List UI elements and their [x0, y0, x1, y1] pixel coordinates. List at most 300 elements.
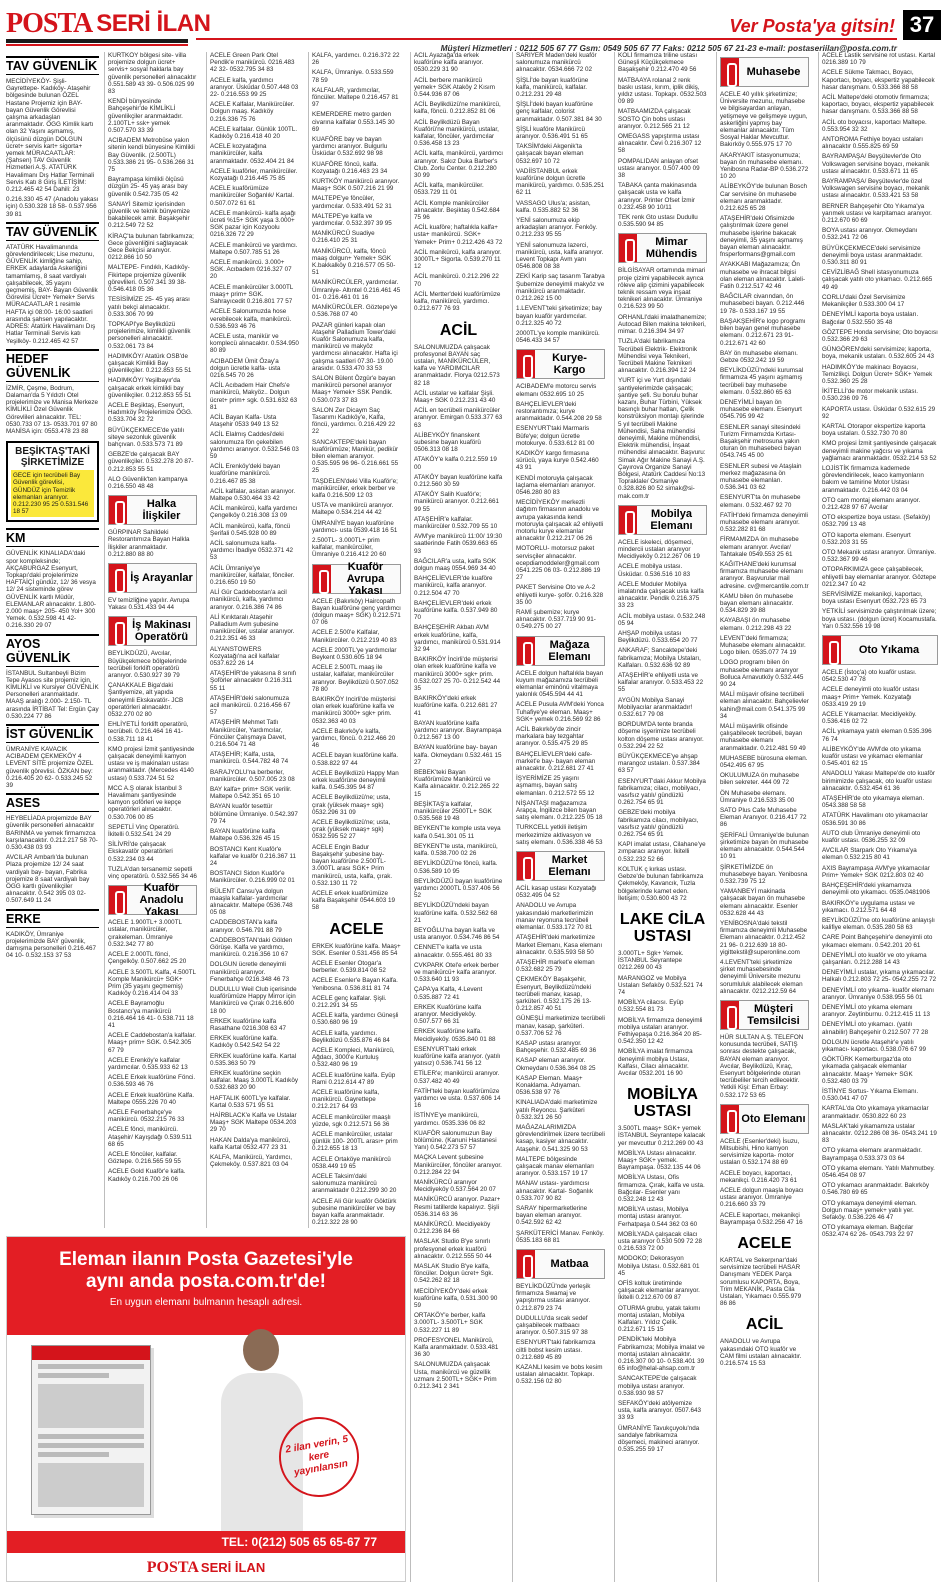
classified-ad: MECİDİYEKÖY'deki erkek kuaförüne kalfa, 0.531.300 90 59 — [414, 1287, 498, 1310]
classified-ad: GEBZE'deki mobilya fabrikamıza cilacı, mobilyacı, vasıfsız yatılı/ gündüzlü 0.262.754 65 91 — [618, 809, 699, 839]
classified-ad: YURT içi ve Yurt dışındaki şantiyelerimizde çalışacak; şantiye şefi. Su borulu buhar kazanı, Buhar Türbini, Yüksek basınçlı buhar hatları, Çelik konstrüksiyon montajı işlerinde 5 yıl tecrübeli Makine Mühendisi, Saha mühendisi deneyimli, Makine mühendisi, Elektrik mühendisi, İnşaat mühendisi alınacaktır. Başvuru: Simak Ağır Makine Sanayi A.Ş. Çayırova Organize Sanayi Bölgesi, Atatürk Caddesi No:13 Topraklale/ Osmaniye 0.328.826 80 52 simak@si-mak.com.tr — [618, 377, 706, 500]
classified-ad: ERKEK kuaförüne kalfa. Maaş+ SGK. Esenler 0.531.456 85 54 — [312, 942, 401, 957]
classified-ad: BEBEK'teki Bayan Kuaförümüze Manikürcü ve Kalfa alınacaktır. 0.212.265 22 15 — [414, 769, 500, 798]
classified-ad: OTURMA grubu, yatak takımı montaj ustaları, Mobilya Kalfaları. Yıldız Çelik. 0.212.671 15 15 — [618, 1304, 701, 1334]
classified-ad: İZMİR, Çeşme, Bodrum, Dalaman'da 5 Yıldızlı Otel projelerimize ve Manisa Merkeze KİMLİKLİ Özel Güvenlik Görevlileri alınacaktır. TEL: 0530.733 07 13- 0533.701 97 80 MANİSA için: 0553.478 23 88 — [6, 384, 99, 435]
classified-ad: PROFESYONEL Manikürcü, Kalfa aranmaktadır. 0.533.481 36 30 — [414, 1336, 499, 1359]
classified-ad: ACELE 2.000TL fönci, Çengelköy. 0.507.662 25 20 — [108, 951, 187, 966]
classified-ad: OTO yıkamaya eleman. Bağcılar 0532.474 62 26- 0543.793 22 97 — [822, 1224, 914, 1239]
classified-ad: KINALIADA'daki marketimize yatılı Reyoncu. Şarküteri 0.532.321 26 50 — [516, 1099, 598, 1121]
classified-ad: DOLGUN ücretle deneyimli manikürcü aranıyor. Fenerbahçe 0216.348 46 73 — [210, 961, 290, 983]
classified-ad: MOTORLU- motorsuz paket servisçiler alınacaktır. ecepdiamoddeler@gmail.com 0541.225 06 03- 0.212.886 19 27 — [516, 545, 601, 582]
classified-ad: TUZLA'daki fabrikamıza Tecrübeli Elektrik- Elektronik Mühendisi veya Teknikeri, Tecrübeli Makine Teknikeri alınacaktır. 0.216.394 12 24 — [618, 338, 698, 375]
category-title: Kuaför Avrupa Yakası — [346, 560, 385, 597]
column-3 — [206, 52, 302, 1228]
classified-ad: ATAKÖY Salih Kuaför'e; manikürcü aranıyor. 0.212.661 99 55 — [414, 491, 500, 513]
classified-ad: MANAV ustası- yardımcısı alınacaktır. Kartal- Soğanlık 0.533.707 90 82 — [516, 1180, 594, 1202]
classified-ad: SARIYER Maden'deki kuaför salonumuza manikürcü alınacaktır. 0534.666 72 02 — [516, 52, 597, 74]
classified-ad: ACELE kalfa, yardımcı. Beylikdüzü 0.535.876 46 84 — [312, 1029, 390, 1044]
section-heading: AYOS GÜVENLİK — [6, 634, 99, 667]
classified-ad: ACELE 2.500TL maaş ile ustalar, kalfalar, manikürcüler aranıyor. Beylikdüzü 0.507.052 78 80 — [312, 664, 399, 693]
promo-headline-2: aynı anda posta.com.tr'de! — [86, 1271, 326, 1292]
category-title: İş Makinası Operatörü — [132, 619, 191, 644]
classified-ad: ŞERİFALİ Ümraniye'de bulunan şirketimize bayan ön muhasebe elemanı alınacaktır. 0.544.544 10 91 — [720, 831, 809, 861]
classified-ad: ACİL oto boyacısı, kaportacı Maltepe. 0.553.954 32 32 — [822, 118, 927, 133]
section-heading: ACELE — [329, 920, 384, 938]
category-marker-icon — [109, 564, 127, 592]
classified-ad: CORLU'daki Özel Servisimize Mekanikçiler 0.533.300 04 17 — [822, 293, 906, 309]
classified-ad: ESENLER sanayi sitesindeki Turizm Firmamızda Kırtası- Başakşehir metrosuna yakın oturan ön muhasebeci bayan 0543.745 45 00 — [720, 423, 802, 460]
classified-ad: PAZAR günleri kapalı olan Ataşehir Palladium Tower'daki Kuaför Salonumuza kalfa, manikürcü ve makyöz yardımcısı alınacaktır. Hafta içi çalışma saatleri 07.30- 19.00 arasıdır. 0.533.470 33 53 — [312, 321, 398, 372]
classified-ad: 0.216.330 45 47 (Anadolu yakası için) 0.530.328 18 58- 0.537.956 39 81 — [6, 196, 99, 218]
classified-ad: 3.000TL+ Sgk+ Yemek. İSTANBUL Seyrantepe 0212.269 00 43 — [618, 949, 684, 972]
classified-ad: DENEYİMLİ oto yıkama elemanı aranıyor. Zeytinburnu. 0.212.415 11 13 — [822, 1003, 931, 1019]
classified-ad: ALİBEYKÖY'de AVM'de oto yıkama kuaför ustası ve yıkamacı elemanlar 0.545.401 62 15 — [822, 745, 923, 768]
page-header — [6, 8, 941, 53]
category-marker-icon — [721, 1001, 739, 1029]
classified-ad: ACELE mobilya ustası. Üsküdar. 0.536.516 10 83 — [618, 563, 691, 578]
classified-ad: ÇEKMEKÖY Başakşehir, Esenyurt, Beylikdüzü'ndeki tecrübeli manav, kasap, şarküteri. 0.532.175 26 13- 0.212.857 40 51 — [516, 976, 592, 1013]
classified-ad: KAPI imalat ustası, Cilahane'ye zımparacı aranıyor. İkitelli 0.532.232 52 66 — [618, 841, 706, 863]
classified-ad: BAYRAMPAŞA/ Beyşütevler'de Oto Volkswagen servisine boyacı, mekanik ustası alınacaktır. 0.533.671 11 65 — [822, 153, 930, 175]
classified-ad: BOYA ustası aranıyor. Okmeydanı 0.532.241 72 06 — [822, 227, 918, 242]
classified-ad: ACELE 40 yıllık şirketimize; Üniversite mezunu, muhasebe ve bilgisayardan anlayan, yetişmeye ve gelişmeye uygun, askerliğini yapmış bay elemanlar alınacaktır. Tüm Sosyal Haklar Mevcuttur. Bakırköy 0.555.975 17 70 — [720, 91, 808, 149]
classified-ad: ERKEK kuaförüne kalfa Rasathane 0216.308 63 47 — [210, 1017, 286, 1032]
classified-ad: ATAŞEHİR'deki marketimize Market Elemanı, Kasa elemanı alınacaktır. 0.535.593 58 50 — [516, 934, 603, 956]
category-marker-icon — [619, 234, 637, 262]
classified-ad: ACELE iskeleci, döşemeci, mindercii ustaları aranıyor Mecidiyeköy 0.212.267 06 19 — [618, 538, 700, 561]
classified-ad: ACELE kalfa, yardımcı Güneşli 0.530.680 96 19 — [312, 1012, 399, 1027]
classified-ad: ORHANLI'daki imalathanemize; Autocad Bilen makina teknikeri, mimar. 0.216.394 34 97 — [618, 313, 707, 336]
classified-ad: ACIBADEM Metrobüse yakın sitenin kendi bünyesine Kimlikli Bay Güvenlik. (2.500TL) 0.533.386 21 95- 0.536.266 31 75 — [108, 137, 195, 174]
classified-ad: OTO yıkama elemanı aranmaktadır. Bayrampaşa 0.533.373 03 64 — [822, 1147, 922, 1162]
classified-ad: DENEYİMLİ ustalar, yıkama yıkamacılar. Halkalı 0.212.803 72 25- 0542.255 72 72 — [822, 969, 937, 984]
promo-phone: TEL: 0(212) 505 65 65-67 77 — [7, 1531, 405, 1553]
classified-ad: MANİKÜRCÜLER, yardımcılar. Ümraniye- Altıntel 0.216.461 45 01- 0.216.461 01 16 — [312, 279, 401, 301]
classified-ad: ÇAPA'ya Kalfa, 4.Levent 0.535.887 72 41 — [414, 986, 483, 1001]
classified-ad: BAYAN kuaförüne kalfa Maltepe 0.536.326 45 15 — [210, 828, 280, 843]
classified-ad: ACIBADEM'e motorcu servis elemanı 0532.695 10 25 — [516, 383, 597, 398]
classified-ad: ATAŞEHİR'e kalfalar. manikürcüler 0.532.709 55 10 — [414, 515, 498, 530]
category-header — [108, 616, 197, 646]
classified-ad: MANİKÜRCÜ. Mecidiyeköy 0.212.236 84 66 — [414, 1221, 491, 1236]
section-heading: ACELE — [737, 1235, 792, 1253]
classified-ad: ÇANAKKALE Biga'daki Şantiyemize, alt yapıda deneyimli Ekskavatör- JCB operatörleri alınacaktır. 0532.270 02 80 — [108, 682, 184, 719]
classified-ad: ACELE Engin Badur Başakşehir şubesine bay- bayan kuaförüne 2.500TL- 3.000TL arası SGK+ Prim manikürcü, usta, kalfa, çırak. 0.532.130 11 72 — [312, 843, 393, 887]
classified-ad: İSTANBUL Sultanbeyli Bizim Tepe Ayasos site projemiz için, KİMLİKLİ ve Kursiyer GÜVENLİK Personelleri aranmaktadır. MAAŞ aralığı 2.000- 2.150- TL arasında İRTİBAT Tel: Ergün Çay 0.530.224 77 86 — [6, 669, 99, 720]
classified-ad: MALTEPE- Fındıklı, Kadıköy- Fikirtepe projemize güvenlik görevlileri. 0.507.341 39 38- 0.546.418 05 36 — [108, 264, 190, 294]
classified-ad: ACELE kuaförümüze manikürcüler Soğanlık/ Kartal. 0.507.072 61 61 — [210, 185, 294, 207]
classified-ad: YENİ salonumuza lazerci, manikürcü, usta, kalfa aranıyor. Levent Topkapı Avm yanı 0546.808 08 38 — [516, 241, 604, 271]
classified-ad: BOSTANCI Kent Kuaför'e kalfalar ve kuaför 0.216.367 11 24 — [210, 845, 296, 867]
classified-ad: KENDİ bünyesinde Bahçeşehir'de KİMLİKLİ güvenlikçiler aranmaktadır. 2.100TL+ ssk+ yemek 0.507.570 33 39 — [108, 98, 183, 135]
classified-ad: BAHÇEŞEHİR'deki yıkamamıza deneyimli oto yıkamacı. 0535.0481906 — [822, 882, 930, 897]
classified-ad: KURTKÖY manikürcü aranıyor. Maaş+ SGK 0.507.216 21 99 — [312, 178, 400, 193]
classified-ad: CENNET'e kalfa ve usta alınacaktır. 0.555.461 80 33 — [414, 944, 492, 959]
classified-ad: ACELE manikürcü. 3.000+ SGK. Acıbadem 0216.327 07 20 — [210, 259, 292, 281]
classified-ad: VASSAGO Ulus'a; asistan, kalfa. 0.535.882 52 36 — [516, 199, 591, 214]
classified-ad: OTO yıkamacı aranmaktadır. Bakırköy 0.546.780 69 65 — [822, 1182, 929, 1197]
classified-ad: BAŞAKŞEHİR'e logo programı bilen bayan genel muhasebe elemanı. 0.212.671 23 91- 0.212.671 42 60 — [720, 317, 806, 347]
classified-ad: ACELE Bakırköy'e kalfa, yardımcı, föncü. 0.212.466 20 46 — [312, 727, 396, 750]
column-1 — [6, 52, 102, 1228]
classified-ad: KOLİ firmamıza triline ustası Güneşli Küçükçekmece Başakşehir 0.212.470 49 56 — [618, 52, 698, 74]
classified-ad: GÜNGÖREN'deki servisimize; kaporta, boya, mekanik ustaları. 0.532.605 24 43 — [822, 346, 935, 361]
classified-ad: KARTAL Otorapor ekspertize kaporta boya ustaları. 0.532.730 70 80 — [822, 422, 926, 438]
classified-ad: MOBİLYA firmamıza deneyimli mobilya ustaları aranıyor. Fethiyepaşa 0.216.364 20 85- 0.542.350 12 42 — [618, 1016, 703, 1046]
classified-ad: BAĞCILAR civarından, ön muhasebeci bayan. 0.212.446 19 78- 0.533.167 19 55 — [720, 293, 805, 315]
classified-ad: KALFA, Manikürcü, Yardımcı, Çekmeköy. 0.537.821 03 04 — [210, 1154, 293, 1169]
classified-ad: ACELE manikürcüler maaşlı yüzde, sgk 0.212.571 56 36 — [312, 1113, 391, 1128]
classified-ad: ALİ Gür Caddebostan'a acil manikürcü, kalfa, yardımcı aranıyor. 0.216.386 74 86 — [210, 589, 287, 611]
classified-ad: OFİS koltuk üretiminde çalışacak elemanlar aranıyor. İkitelli 0.212.670 09 87 — [618, 1280, 700, 1302]
category-title: Kurye-Kargo — [552, 352, 587, 377]
classified-ad: MOBİLYA imalat firmamıza deneyimli mobilya Ustası, Kalfası, Cilacı alınacaktır. Avcılar 0532.201 16 90 — [618, 1048, 693, 1077]
classified-ad: CVKPARK Otel'e erkek berber ve manikürcü+ kalfa aranıyor. 0.533.640 11 93 — [414, 961, 499, 984]
classified-ad: BÜYÜKÇEKMECE'deki servisimize deneyimli boya ustası aranmaktadır. 0.530.311 80 91 — [822, 244, 923, 267]
classified-ad: FATİH'deki firmamıza deneyimli muhasebe elemanı aranıyor. 0.532.282 81 68 — [720, 511, 808, 534]
classified-ad: MALİ müşavir ofisine tecrübeli eleman alınacaktır. Bahçelievler kahin@mail.com 0.541.375 99 34 — [720, 691, 809, 720]
classified-ad: ACİL manikürcü. 0.212.296 22 70 — [414, 273, 499, 288]
classified-ad: BAYAN kuaförüne bay- bayan kalfa. Okmeydanı 0.532.461 15 27 — [414, 744, 502, 766]
classified-ad: SALON Zer Dicaym Saç Tasarımı Kadıköy'e, Kalfa, föncü, yardımcı. 0.216.429 22 22 — [312, 406, 396, 436]
classified-ad: ACELE Ali Gür kuaför Göktürk şubesine manikürcüler ve bay bayan kalfa aranmaktadır. 0.212.322 28 90 — [312, 1197, 397, 1227]
classified-ad: ACİL kalfalar, asistan aranıyor. Maltepe 0.530.464 33 42 — [210, 487, 296, 502]
category-title: Müşteri Temsilcisi — [747, 1002, 800, 1027]
classified-ad: MASLAK Studio B'ye sınırlı profesyonel erkek kuaförü alınacaktır. 0.212.555 50 44 — [414, 1238, 492, 1260]
classified-ad: ACELE (İstoç'a) oto kuaför ustası. 0542.530 47 78 — [822, 669, 917, 684]
category-title: Mağaza Elemanı — [548, 638, 591, 663]
classified-ad: PAKET Servisine Oto ve A-2 ehliyetli kurye- şoför. 0.216.328 35 00 — [516, 584, 604, 606]
promo-headline-1: Eleman ilanın Posta Gazetesi'yle — [59, 1249, 353, 1270]
classified-ad: ACİL Erenköy'deki bayan kuaförüne manikürcü. 0.216.467 85 38 — [210, 463, 281, 485]
classified-ad: MALTEPE'ye kalfa ve yardımcılar. 0.532.397 39 95 — [312, 212, 392, 228]
classified-ad: YETKİLİ servisimizde çalıştırılmak üzere; boya ustası. (dolgun ücret) Kocamustafa. Yarı 0.532.556 19 98 — [822, 608, 937, 630]
classified-ad: KURTKÖY bölgesi site- villa projemize dolgun ücret+ servis+ sosyal haklarla bay güvenlik personelleri alınacaktır 0.551.589 43 39- 0.506.025 99 83 — [108, 52, 197, 96]
column-5 — [410, 52, 506, 1582]
classified-ad: MANİKÜRCÜ aranıyor. Pazar+ Resmi tatillerde kapalıyız. Şişli 0536.314 63 36 — [414, 1196, 501, 1218]
classified-ad: BEYKENT'te usta, manikürcü, kalfa. 0.538.700 02 26 — [414, 842, 498, 858]
classified-ad: VADİİSTANBUL erkek kuaförüne dolgun ücretle manikürcü, yardımcı. 0.535.251 62 11 — [516, 167, 605, 197]
classified-ad: BEYLİKDÜZÜ'ndeki bayan kuaförüne kalfa. 0.532.562 68 21 — [414, 902, 498, 924]
classified-ad: LOJİSTİK firmamıza kademede görevlendirilecek, leaco kamyonların bakım ve tamirine Motor Ustası aranmaktadır. 0.216.442 03 04 — [822, 464, 924, 494]
category-marker-icon — [619, 506, 637, 534]
classified-ad: ACELE Erenköy'e kalfalar yardımcılar. 0.535.933 62 13 — [108, 1056, 188, 1071]
classified-ad: ACELE bayan kuaförüne kalfa. 0.538.822 97 44 — [312, 752, 399, 767]
classified-ad: EHLİYETLİ forklift operatörü, tecrübeli. 0.216.464 16 41- 0.538.711 18 41 — [108, 721, 189, 743]
classified-ad: KALFALAR, yardımcılar, föncüler. Maltepe 0.216.457 81 97 — [312, 86, 399, 109]
classified-ad: DENEYİMLİ kaporta boya ustaları. Bağcılar 0.532.550 35 48 — [822, 311, 919, 326]
classified-ad: MARANGOZ ve Mobilya Ustaları Sefaköy 0.532.521 74 74 — [618, 974, 703, 996]
promo-stamp: 2 ilan verin, 5 kere yayınlansın — [273, 1411, 366, 1504]
classified-ad: ACELE dolgun maaşla boyacı ustası aranıyor. Ümraniye 0.216.660 33 79 — [720, 1187, 804, 1209]
classified-ad: TAKSİM'deki Akgenik'ta çalışacak bayan eleman 0532.697 10 72 — [516, 143, 584, 165]
classified-ad: ACİL kalfa, manikürcü, yardımcı aranıyor. Sakız Duka Barber's Club. Zorlu Center. 0.212.280 30 99 — [414, 150, 504, 180]
classified-ad: BAY kalfa+ prim+ SGK verilir. Maltepe 0.542.351 65 10 — [210, 786, 292, 801]
classified-ad: ACİL manikürcü, kalfa yardımcı Çengelköy 0.216.308 13 09 — [210, 505, 298, 520]
classified-ad: ANTOROMA Fethiye boyacı ustaları alınacaktır 0.555.825 69 59 — [822, 136, 924, 151]
classified-ad: KENDİ motoruyla çalışacak laçlama elemanları aranıyor. 0546.280 80 83 — [516, 474, 596, 496]
classified-ad: BAĞCILAR'a usta, kalfa SGK dolgun maaş 0554.969 34 40 — [414, 557, 497, 572]
classified-ad: OTO cam montaj elemanı aranıyor. 0.212.428 97 67 Avcılar — [822, 496, 921, 511]
classified-ad: DENEYİMLİ oto yıkama- kuaför elemanı aranıyor. Ümraniye 0.538.955 56 01 — [822, 986, 934, 1001]
category-header — [618, 233, 707, 263]
classified-ad: ATATÜRK Havalimanında görevlendirilecek; Lise mezunu, GÜVENLİK kimliğine sahip, ERKEK adaylarda Askerliğini tamamlamış, 8 saat vardiyalı çalışabilecek, 35 yaşını geçmemiş, BAY- Bayan Güvenlik Görevlisi Ücret+ Yemek+ Servis MÜRACAATLAR 1 resimle HAFTA içi 08:00- 16:00 saatleri arasında şahsen yapılacaktır. ADRES: Atatürk Havalimanı Dış Hatlar Terminali Servis katı Yeşilköy- 0.212.465 42 57 — [6, 243, 98, 345]
classified-ad: ÖN Muhasebe elemanı. Ümraniye 0.216.533 35 00 — [720, 789, 795, 804]
classified-ad: BAKIRKÖY'deki erkek kuaförüne kalfa. 0.212.681 27 41 — [414, 695, 498, 717]
classified-ad: AVM'ye manikürcü 11:00/ 19:30 saatlerinde Fatih 0539.663 65 93 — [414, 533, 503, 555]
section-heading: LAKE CİLA USTASI — [619, 910, 706, 945]
category-marker-icon — [517, 350, 535, 378]
classified-ad: OTO yıkamaya deneyimli eleman. Dolgun maaş+ yemek+ yatılı yer. Sefaköy. 0.536.226 46 47 — [822, 1199, 917, 1222]
classified-ad: KAĞITHANE'deki kurumsal firmamıza muhasebe elemanı aranıyor. Başvurular mail adresine. cv@mercantile.com.tr — [720, 560, 809, 590]
classified-ad: ACİL Maltepe'deki otomotiv firmamıza; kaportacı, boyacı, ekspertiz yapabilecek hasar danışmanı. 0.533.366 88 58 — [822, 94, 934, 116]
category-title: Mimar Mühendis — [645, 236, 698, 261]
classified-ad: ŞİŞLİ'de bayan kuaförüne kalfa, manikürcü, kalfalar. 0.212.231 29 48 — [516, 76, 589, 99]
classified-ad: TESİSİMİZE 25- 45 yaş arası yatılı bekçi alınacaktır. 0.533.306 70 99 — [108, 296, 190, 318]
classified-ad: ALYANSTOWERS Kozyatağı'na acil kalfalar 0537.622 26 14 — [210, 645, 280, 668]
category-header — [720, 1104, 809, 1134]
classified-ad: GÖKTÜRK Kemerburgaz'da oto yıkamada çalışacak elemanlar alınacaktır. Maaş+ Yemek+ SGK 0.532.480 03 79 — [822, 1056, 913, 1085]
classified-ad: SATO Plus Cafe Muhasebe Eleman Aranıyor. 0.216.417 72 86 — [720, 807, 807, 829]
classified-ad: ÜMRANİYE Tavukçuyolu'nda sandalye fabrikamıza döşemeci, makineci aranıyor. 0.535.255 59 17 — [618, 1424, 700, 1454]
classified-ad: ACELE Gold Kuaför'e kalfa. Kadıköy 0.216.700 26 06 — [108, 1168, 186, 1183]
classified-ad: BAYRAMPAŞA/ Beyşütevler'de özel Volkswagen servisine boyacı, mekanik ustası alınacaktır. 0.533.421 53 58 — [822, 178, 930, 200]
category-header — [618, 505, 707, 535]
column-8 — [716, 52, 812, 1582]
classified-ad: ACELE Lastik servisine rot ustası. Kartal 0216.389 10 79 — [822, 52, 936, 67]
category-header — [516, 636, 605, 666]
classified-ad: KUAFÖRE föncü, kalfa. Kozyatağı 0.216.463 23 34 — [312, 160, 388, 175]
classified-ad: MALTEPE'ye föncüler, yardımcılar. 0.533.491 52 31 — [312, 195, 392, 210]
classified-ad: BAHÇELİEVLER'deki cafe- market'e bay- bayan eleman alınacaktır. 0.212.681 27 41 — [516, 750, 596, 773]
classified-ad: ACELE usta, manikür ve komplecü alınacaktır. 0.534.950 80 89 — [210, 332, 299, 355]
classified-ad: ACELE Green Park Otel Pendik'e manikürcü. 0216.483 42 32- 0532.795 34 83 — [210, 52, 295, 74]
classified-ad: İSTİNYE'ye manikürcü, yardımcı. 0535.336 06 82 — [414, 1112, 486, 1127]
classified-ad: GÜNEŞLİ marketimize tecrübeli manav, kasap, şarküteri. 0.537.706 52 76 — [516, 1015, 605, 1037]
classified-ad: ŞİŞLİ'deki bayan kuaförüne genç kalfalar, colorist aranmaktadır. 0.507.381 84 30 — [516, 101, 602, 123]
classified-ad: ACELE Fenerbahçe'ye manikürcü. 0532.215 76 33 — [108, 1108, 185, 1124]
promo-logo — [7, 1559, 405, 1577]
classified-ad: ACELE kalfa, yardımcı aranıyor. Üsküdar 0.507.448 03 22- 0.216.553 99 25 — [210, 76, 299, 99]
classified-ad: OTO kaporta elemanı. Esenyurt 0.532.203 31 55 — [822, 531, 911, 546]
classified-ad: SARAY hipermarketlerine bayan eleman aranıyor. 0.542.592 62 42 — [516, 1205, 588, 1227]
classified-ad: ACELE boyacı, kaportacı, mekanikçi. 0.216.420 73 61 — [720, 1169, 798, 1184]
classified-ad: BEYLİKDÜZÜ'nde yerleşik firmamıza Swamaj ve yapıştırma ustası aranıyor. 0.212.879 23 74 — [516, 1283, 591, 1312]
classified-ad: MAÇKA Levent şubesine Manikürcüler, föncüler aranıyor. 0.212.284 22 94 — [414, 1154, 502, 1176]
classified-ad: ACELE deneyimli oto kuaför ustası maaş+ Prim+ Yemek. Kozyatağı 0533.419 29 19 — [822, 686, 920, 708]
category-title: İş Arayanlar — [130, 571, 193, 584]
category-header — [312, 560, 401, 597]
category-marker-icon — [313, 565, 331, 593]
classified-ad: ACİL Ümraniye'ye manikürcüler, kalfalar, fönciler. 0.216.650 19 50 — [210, 564, 295, 586]
classified-ad: MAĞAZALARIMIZDA görevlendirilmek üzere tecrübeli kasap, kasiyer alınacaktır. Ataşehir. 0.541.325 90 53 — [516, 1123, 605, 1153]
classified-ad: AVCILAR Ambarlı'da bulunan Plaza projemize 12/ 24 saat vardiyalı bay- bayan, Fabrika projemize 8 saat vardiyalı bay ÖGG kartlı güvenlikçiler alınacaktır. 0.542 395 03 02- 0.507.649 11 24 — [6, 854, 90, 905]
classified-ad: ACİL Bakırköy'de zincir markalara bay tezgahtar aranıyor. 0.535.475 29 85 — [516, 726, 588, 748]
category-header — [108, 495, 197, 525]
classified-ad: KALFA, yardımcı. 0.216.372 22 26 — [312, 52, 400, 67]
classified-ad: ACİL Komple manikürcüler alınacaktır. Beşiktaş 0.542.684 75 96 — [414, 199, 500, 222]
classified-ad: ACELE Bayramoğlu Bostancı'ya manikürcü 0.216.464 16 41- 0.538.711 18 41 — [108, 1000, 194, 1029]
category-marker-icon — [721, 58, 739, 86]
contact-line: Müşteri Hizmetleri : 0212 505 67 77 Gsm: 0549 505 67 77 Faks: 0212 505 67 21-23 e-mail: postaseriilan@posta.com.tr — [440, 43, 897, 53]
promo-header — [7, 1237, 405, 1335]
classified-ad: SİLİVRİ'de çalışacak Ekskavatör operatörleri 0.532.234 03 44 — [108, 841, 173, 863]
category-header — [516, 851, 605, 881]
classified-ad: ACELE 3.500TL Kalfa, 4.500TL Komple Manikürcü+ SGK+ Prim (35 yaşını geçmemiş) Kadıköy 0.216.414 04 33 — [108, 968, 196, 998]
classified-ad: ACELE manikürcüler, ustalar günlük 100- 200TL arası+ prim 0.212.655 18 13 — [312, 1130, 398, 1153]
category-header — [108, 563, 197, 593]
classified-ad: ANADOLU ve Avrupa yakasındaki OTO kuaför ve CAM filmi ustaları alınacaktır. 0.216.574 15 53 — [720, 1338, 802, 1368]
classified-ad: ACELE Kalfalar, Manikürcüler. Dolgun maaş. Kadıköy 0.216.336 75 76 — [210, 101, 295, 123]
classified-ad: MASLAK Studio B'ye kalfa, föncüler. Dolgun ücret+ Sgk. 0.542.262 82 18 — [414, 1263, 494, 1285]
classified-ad: ACELE Esenler'e Bayan Kalfa. Yenibosna. 0.536.811 81 74 — [312, 977, 398, 992]
classified-ad: BERNER Bahçeşehir Oto Yıkama'ya yarımek ustası ve karpitamacı aranıyor. 0.212.670 60 69 — [822, 202, 932, 225]
classified-ad: ACELE Kompleci, Manikürcü, Ağdacı, 3000'e Kurtuluş 0.532.480 96 19 — [312, 1046, 395, 1069]
classified-ad: RAMİ şubemize; kurye alınacaktır. 0.537.719 90 91- 0.549.275 00 27 — [516, 609, 596, 631]
classified-ad: ACİL Acıbadem Hair Chefs'e manikürcü, Makyöz.. Dolgun ücret+ prim+ sgk. 0.531.632 63 81 — [210, 382, 298, 411]
classified-ad: GÖZTEPE Honda servisine; Oto boyacısı 0.532.366 29 63 — [822, 328, 938, 343]
classified-ad: KEMERDERE metro garden civarına kalfalar 0.553.145 30 69 — [312, 111, 395, 133]
classified-ad: KUAFÖRE bay ve bayan yardımcı aranıyor. Bulgurlu Üsküdar 0.532.692 98 98 — [312, 136, 388, 158]
classified-ad: ACİL mobilya ustası. 0.532.248 05 94 — [618, 612, 706, 627]
classified-ad: ACİL kuaföre; haftalıkla kalfa+ usta+ manikürcü. SGK+ Yemek+ Prim+ 0.212.426 43 72 — [414, 224, 503, 246]
classified-ad: ATAŞEHİR Mehmet Tatlı Manikürcüler, Yardımcılar, Föncüler Çalışmaya Davet, 0.216.504 71 48 — [210, 719, 286, 749]
classified-ad: MOBİLYADA çalışacak cilacı usta aranıyor 0.530 509 72 28 0.216.533 72 00 — [618, 1230, 703, 1253]
classified-ad: AUTO club Ümraniye deneyimli oto kuaför ustası. 0536.255 32 09 — [822, 829, 921, 845]
classified-ad: ACELE Erkek kuaförüne Fönci. 0.536.593 46 76 — [108, 1074, 196, 1089]
classified-ad: KASAP Eleman. Maaş+ Konaklama. Adıyaman. 0536.538 97 76 — [516, 1074, 583, 1097]
classified-ad: ACELE Taksim'daki salonumuza manikürcü aranmaktadır 0.212.299 30 20 — [312, 1173, 397, 1195]
classified-ad: KARTAL ve Sekerpınar'daki servisimize tecrübeli HASAR Danışmanı YEDEK Parça sorumlusu KAPORTA, Boya, Trim MEKANİK, Pasta Cila Ustaları, Yıkamacı 0.555.979 86 86 — [720, 1257, 802, 1308]
section-heading: KM — [6, 528, 99, 547]
classified-ad: SANAYİ Sitemiz içerisinden güvenlik ve teknik bünyemize bakabilecek amir. Başakşehir 0.212.549 72 52 — [108, 200, 190, 230]
classified-ad: ESENYURT'taki Marmaris Büfe'ye; dolgun ücretle motokurye. 0.533.612 81 00 — [516, 425, 595, 447]
logo-posta-text: POSTA — [6, 8, 93, 39]
boxed-ad-title: BEŞİKTAŞ'TAKİ ŞİRKETİMİZE — [15, 446, 90, 469]
category-title: Oto Yıkama — [858, 644, 920, 657]
category-marker-icon — [517, 1250, 535, 1278]
classified-ad: ESENYURT'ta ön muhasebe elemanı. 0.532.467 92 70 — [720, 494, 801, 509]
classified-ad: KASAP eleman aranıyor. Okmeydanı 0.536.364 08 25 — [516, 1057, 596, 1072]
section-heading: ACİL — [745, 1316, 784, 1334]
classified-ad: FİRMAMIZDA ön muhasebe elemanı aranıyor. Avcılar/ Tahtakale 0549.553 25 61 — [720, 536, 799, 558]
classified-ad: ACELE genç kalfalar. Şişli. 0.212.291 34 55 — [312, 994, 387, 1009]
classified-ad: ACELE manikürcüler 3.000TL maaş+ prim+ SGK. Sahrayıcedit 0.216.801 77 57 — [210, 283, 294, 306]
classified-ad: AKARYAKIT istasyonumuza; bayan ön muhasebe elemanı. Yenibosna Radar-BP 0.536.272 10 20 — [720, 151, 809, 181]
classified-ad: DENEYİMLİ bayan ön muhasebe elemanı. Esenyurt 0545.795 99 42 — [720, 398, 802, 421]
classified-ad: DOLGUN ücretle Ataşehir'e yatılı yıkamacı- kaportacı. 0.538.076 67 99 — [822, 1038, 926, 1053]
classified-ad: ATAŞEHİR market'e eleman 0.532.682 25 79 — [516, 958, 595, 974]
newspaper-illustration — [31, 1345, 151, 1515]
classified-ad: İŞYERİMİZE 25 yaşını aşmamış, bayan satış elemanları. 0.212.572 55 12 — [516, 775, 595, 797]
classified-ad: USTA ve manikürcü aranıyor. Maltepe 0.534.214 44 42 — [312, 502, 394, 517]
section-heading: MOBİLYA USTASI — [627, 1086, 698, 1121]
classified-ad: ACELE Pusula AVM'deki Yonca Tuhafiye'ye eleman. Maaş+ SGK+ yemek 0.216.569 92 86 — [516, 701, 604, 723]
classified-ad: BARAJYOLU'na berberler, manikürcüler. 0.507.005 23 08 — [210, 768, 295, 783]
classified-ad: POMPALIDAN anlayan ofset ustası aranıyor. 0.507.400 09 38 — [618, 157, 700, 180]
classified-ad: MALTEPE bölgesinde çalışacak manav elemanları aranıyor. 0.533.157 19 17 — [516, 1155, 595, 1178]
classified-ad: KADIKÖY kargo firmasına sürücü, yaya kurye 0.542.460 43 91 — [516, 449, 599, 472]
classified-ad: MANİKÜRCÜLER. Göztepe'ye 0.536.768 07 40 — [312, 304, 398, 319]
classified-ad: MANİKÜRCÜ aranıyor Mecidiyeköy 0.537.564 20 07 — [414, 1179, 496, 1194]
classified-ad: ESENYURT'taki fabrikamıza ciltli bobst kesim ustası. 0.212.689 45 89 — [516, 1339, 596, 1361]
classified-ad: MODOKO; Dekorasyon Mobilya Ustası. 0.532.681 01 45 — [618, 1255, 700, 1277]
classified-ad: MATBAAYA rolanal 2 renk baskı ustası, kırım, iplik dikiş, yıldız ustası. Topkapı. 0532.503 09 89 — [618, 76, 707, 106]
classified-ad: BEYLİKDÜZÜ, Avcılar, Büyükçekmece bölgelerinde tecrübeli forklift operatörü aranıyor. 0.530.927 39 79 — [108, 650, 187, 679]
classified-ad: SANCAKTEPE'de çalışacak mobilya ustası aranıyor. 0.538.930 98 57 — [618, 1375, 697, 1397]
classified-ad: ACELE 2000TL'ye yardımcılar Beykent 0.530.605 18 94 — [312, 646, 397, 662]
category-title: Kuaför Anadolu Yakası — [139, 882, 184, 919]
column-9 — [818, 52, 941, 1582]
classified-ad: MECİDİYEKÖY- Şişli- Gayrettepe- Kadıköy- Ataşehir bölgesinde bulunan ÖZEL Hastane Projemiz için BAY- bayan Güvenlik Görevlisi çalışma arkadaşları aranmaktadır. ÖGG Kimlik kartı olan 32 Yaşını aşmamış, ölçüsünü düzgün DOLGUN ücret+ servis kart+ sigorta+ yemek MÜRACAATLAR: (Şahsen) TAV Güvenlik Hizmetleri A.Ş. ATATÜRK Havalimanı Dış Hatlar Terminali Servis Katı 8 Giriş İLETİŞİM: 0.212.465 42 54 Dahili: 23 — [6, 78, 95, 194]
classified-ad: ERKEK kuaförüne kalfa. Mecidiyeköy. 0535.840 01 88 — [414, 1028, 496, 1043]
classified-ad: BEYOĞLU'na bayan kalfa ve usta aranıyor. 0.534.746 86 54 — [414, 926, 500, 942]
category-title: Mobilya Elemanı — [650, 507, 693, 532]
page-number: 37 — [903, 10, 941, 40]
classified-ad: ACELE Caddebostan'a kalfalar. Maaş+ prim+ SGK. 0.542.305 67 79 — [108, 1032, 197, 1054]
classified-ad: YENİ salonumuza ekip arkadaşları aranıyor. Fenköy. 0.212.233 95 55 — [516, 217, 598, 239]
classified-ad: KAYABAŞI ön muhasebe elemanı. 0.212.298 43 22 — [720, 617, 792, 632]
classified-ad: ACELE kozyatağına manikürcüler, kalfa aranmaktadır. 0532.404 21 84 — [210, 143, 295, 165]
classified-ad: ANKARAF; Sancaktepe'deki fabrikamıza; Mobilya Ustaları, Kalfaları. 0.532.636 92 89 — [618, 647, 701, 669]
classified-ad: ACİL Beylikdüzü Bayan Kuaförü'ne manikürcü, ustalar, kalfalar, föncüler, yardımcılar 0.536.458 13 23 — [414, 118, 499, 148]
category-marker-icon — [109, 886, 127, 914]
classified-ad: GEBZE'de çalışacak BAY güvenlikçiler. 0.532.278 20 87- 0.212.853 55 51 — [108, 451, 194, 473]
category-header — [516, 1249, 605, 1279]
classified-ad: İKİTELLİ'de motor mekanik ustası. 0.530.236 09 76 — [822, 388, 919, 403]
classified-ad: BAKIRKÖY Incirli'de müşterisi olan erkek kuaförüne kalfa ve manikürcü 3000+ sgk+ prim. 0532.363 40 03 — [312, 696, 396, 725]
classified-ad: 4.LEVENT'teki şirketimize şirket muhasebesinde deneyimli Üniversite mezunu sorumluluk alabilecek eleman alınacaktır. 0212.212.59 64 — [720, 958, 803, 995]
classified-ad: MANİKÜRCÜ, kalfa, föncü maaş dolgun+ Yemek+ SGK K.bakkalköy 0.216.577 05 50- 51 — [312, 247, 396, 277]
classified-ad: ACELE Salonumuzda hose verebilecek kalfa, manikürcü. 0.536.593 46 76 — [210, 308, 292, 330]
classified-ad: BEŞİKTAŞ'a kalfalar, manikürcüler 2500TL+ SGK 0.535.568 19 48 — [414, 800, 492, 823]
classified-ad: TUZLA'dan tersanemiz sepetli vinç operatörü. 0.532.565 34 46 — [108, 865, 197, 881]
column-4 — [308, 52, 404, 1228]
classified-ad: ATAŞEHİR'deki salonumuza acil manikürcü. 0.216.456 67 57 — [210, 694, 291, 717]
classified-ad: ACELE manikürcü ve yardımcı. Maltepe 0.507.785 51 26 — [210, 241, 298, 256]
classified-ad: ACELE Moduler Mobilya imalatında çalışacak usta kalfa alınacaktır. Pendik 0.216.375 33 23 — [618, 580, 704, 610]
classified-ad: BAHÇEŞEHİR Akbatı AVM erkek kuaförüne, kalfa, yardımcı, manikürcü 0.531.914 32 94 — [414, 624, 501, 654]
classified-ad: BİLGİSAYAR ortamında mimari proje çizimi yapabilecek ayrıca röleve alip çizimini yapabilecek teknik ressam veya inşaat teknikeri alınacaktır. Ümraniye 0.216.523 99 50 — [618, 267, 706, 311]
category-header — [720, 57, 809, 87]
classified-ad: HAFTALIK 600TL'ye kalfalar. Kartal 0.533 571 95 51 — [210, 1094, 291, 1109]
classified-ad: ERKEK kuaförüne seçkin kalfalar. Maaş 3.000TL Kadıköy 0.532.683 20 90 — [210, 1069, 298, 1092]
classified-ad: SEFAKÖY'deki atölyemize usta, kalfa aranıyor. 0507.643 33 93 — [618, 1400, 701, 1422]
column-2 — [104, 52, 200, 1228]
classified-ad: KUAFÖR salonumuzun Bay bölümüne. (Kanuni Hastanesi Yanı) 0.542.273 57 57 — [414, 1129, 497, 1152]
classified-ad: ACELE Esenler Otogar'a berberler. 0.539.814 08 52 — [312, 959, 386, 975]
classified-ad: CADDEBOSTAN'daki Gölden Görüşe. Kalfa ve yardımcı, manikürcü. 0.216.356 10 67 — [210, 936, 293, 959]
classified-ad: OKULUMUZA ön muhasebe bilen sekreter. 444 09 72 — [720, 772, 800, 787]
classified-ad: TEK renk Gto ustası Dudullu 0.535.590 94 85 — [618, 214, 698, 229]
category-marker-icon — [823, 636, 841, 664]
classified-ad: ACIBADEM Ümit Özay'a dolgun ücretle kalfa- usta 0216.545 70 26 — [210, 357, 281, 379]
category-header — [108, 882, 197, 919]
classified-ad: BÜLENT Cansu'ya dolgun maaşla kalfalar- yardımcılar alınacaktır. Maltepe 0536.748 05 08 — [210, 887, 293, 917]
category-marker-icon — [109, 496, 127, 524]
logo-underline-red — [6, 44, 188, 46]
classified-ad: ACELE kuaförüne kalfa, manikürcü. Gayrettepe 0.212.217 64 93 — [312, 1088, 380, 1111]
section-heading: İST GÜVENLİK — [6, 724, 99, 743]
promo-logo-posta: POSTA — [146, 1559, 199, 1576]
classified-ad: MCC A.Ş olarak İstanbul 3 Havalimanı şantiyesinde kamyon şoförleri ve kepçe operatörleri alınacaktır. 0.530.706 00 85 — [108, 784, 182, 821]
classified-ad: KADIKÖY, Ümraniye projelerimizde BAY güvenlik, damışma personelleri 0.216.467 04 10- 0.532.153 37 53 — [6, 930, 96, 960]
classified-ad: KAZANLI kesim ve bobs kesim ustaları alınacaktır. Topkapı. 0.532.156 02 80 — [516, 1364, 603, 1386]
classified-ad: ACİL Beylikdüzü'ne manikürcü, kalfa, föncü. 0.212.852 81 06 — [414, 101, 501, 116]
classified-ad: HEYBELİADA projemizde BAY güvenlik personelleri alınacaktır BARINMA ve yemek firmamızca karşılanacaktır. 0.212.217 58 70- 0.530.438 03 93 — [6, 815, 98, 852]
classified-ad: ACİL kalfa, manikürcüler. 0533.729 11 01 — [414, 182, 484, 197]
